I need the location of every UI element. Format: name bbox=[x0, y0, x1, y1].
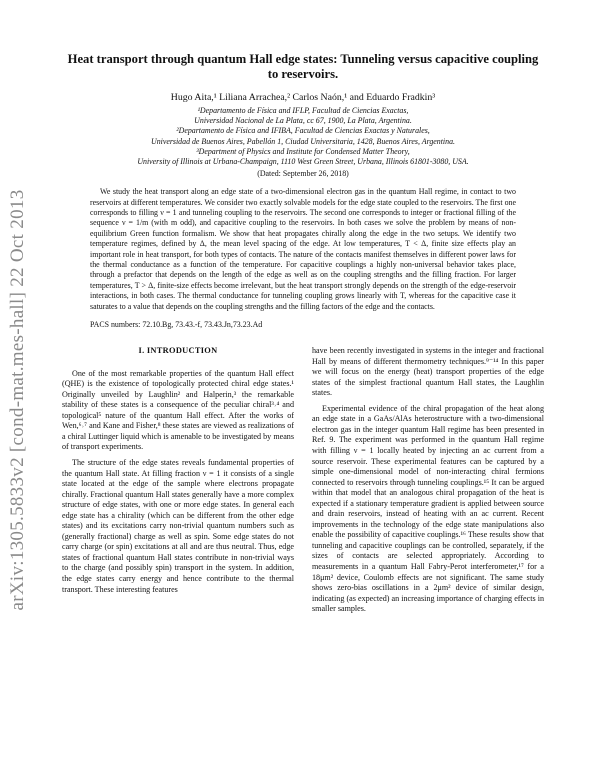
affiliations bbox=[62, 106, 544, 167]
arxiv-id-text: arXiv:1305.5833v2 [cond-mat.mes-hall] 22 Oct 2013 bbox=[7, 189, 28, 611]
affiliation-line: ¹Departamento de Física and IFLP, Facultad de Ciencias Exactas, bbox=[197, 106, 409, 115]
pacs-numbers: PACS numbers: 72.10.Bg, 73.43.-f, 73.43.Jn,73.23.Ad bbox=[90, 320, 263, 330]
date-line: (Dated: September 26, 2018) bbox=[257, 169, 349, 179]
arxiv-identifier-stamp bbox=[6, 160, 30, 640]
section-heading: I. INTRODUCTION bbox=[138, 346, 218, 356]
left-column bbox=[62, 346, 294, 620]
right-column bbox=[312, 346, 544, 620]
body-columns bbox=[62, 346, 544, 620]
author-list: Hugo Aita,¹ Liliana Arrachea,² Carlos Naón,¹ and Eduardo Fradkin³ bbox=[170, 92, 436, 103]
paragraph: have been recently investigated in systems in the integer and fractional Hall by means of different thermometry techniques.⁹⁻¹⁴ In this paper we will focus on the energy (heat) transport properties of the edge states of the simplest fractional quantum Hall states, the Laughlin states. bbox=[312, 346, 544, 398]
paragraph: One of the most remarkable properties of the quantum Hall effect (QHE) is the existence of topologically protected chiral edge states.¹ Originally unveiled by Laughlin² and Halperin,³ the remarkable stability of these states is a consequence of the peculiar chiral³˒⁴ and topological⁵ nature of the quantum Hall effect. After the works of Wen,⁶˒⁷ and Kane and Fisher,⁸ these states are viewed as realizations of a chiral Luttinger liquid which is amenable to be investigated by means of transport experiments. bbox=[62, 368, 294, 452]
affiliation-line: University of Illinois at Urbana-Champaign, 1110 West Green Street, Urbana, Illinois 61801-3080, USA. bbox=[137, 157, 469, 167]
affiliation-line: ³Department of Physics and Institute for Condensed Matter Theory, bbox=[196, 146, 410, 156]
paper-title: Heat transport through quantum Hall edge states: Tunneling versus capacitive coupling to reservoirs. bbox=[67, 52, 539, 81]
paragraph: Experimental evidence of the chiral propagation of the heat along an edge state in a GaAs/AlAs heterostructure with a two-dimensional electron gas in the integer quantum Hall regime has been presented in Ref. 9. The experiment was performed in the quantum Hall regime with filling ν = 1 locally heated by injecting an ac current from a source reservoir. These experimental features can be captured by a simple one-dimensional model of non-interacting chiral fermions connected to reservoirs through tunneling couplings.¹⁵ It can be argued within that model that an analogous chiral propagation of the heat is expected if a stationary temperature gradient is applied between source and drain reservoirs, instead of heating with an ac current. Recent improvements in the technology of the edge state manipulations also enable the possibility of capacitive couplings.¹⁶ These results show that tunneling and capacitive couplings can be controlled, separately, if the sizes of contacts are selected appropriately. According to measurements in a quantum Hall Fabry-Perot interferometer,¹⁷ for a 18μm² device, Coulomb effects are not significant. The same study shows zero-bias oscillations in a 2μm² device of similar design, indicating (as expected) an increasing importance of charging effects in smaller samples. bbox=[312, 403, 544, 614]
affiliation-line: ²Departamento de Física and IFIBA, Facultad de Ciencias Exactas y Naturales, bbox=[176, 126, 430, 136]
affiliation-line: Universidad Nacional de La Plata, cc 67, 1900, La Plata, Argentina. bbox=[194, 116, 412, 126]
affiliation-line: Universidad de Buenos Aires, Pabellón 1, Ciudad Universitaria, 1428, Buenos Aires, Argentina. bbox=[151, 136, 455, 146]
paragraph: The structure of the edge states reveals fundamental properties of the quantum Hall state. At filling fraction ν = 1 it consists of a single state located at the edge of the sample where electrons propagate chirally. Fractional quantum Hall states generally have a more complex structure of edge states, with one or more edge states. In general each edge state has a chirality (which can be different from the other edge states) and its excitations carry non-trivial quantum numbers such as (generally fractional) charge as well as spin. Some edge states do not carry charge (or spin) excitations at all and are thus neutral. Thus, edge states of fractional quantum Hall states contribute in non-trivial ways to the charge (and possibly spin) transport in the system. In addition, the edge states carry energy and hence contribute to the thermal transport. These interesting features bbox=[62, 458, 294, 594]
abstract: We study the heat transport along an edge state of a two-dimensional electron gas in the quantum Hall regime, in contact to two reservoirs at different temperatures. We consider two exactly solvable models for the edge state coupled to the reservoirs. The first one corresponds to filling ν = 1 and tunneling coupling to the reservoirs. The second one corresponds to integer or fractional filling of the sequence ν = 1/m (with m odd), and capacitive coupling to the reservoirs. In both cases we solve the problem by means of non-equilibrium Green function formalism. We show that heat propagates chirally along the edge in the two setups. We identify two temperature regimes, defined by Δ, the mean level spacing of the edge. At low temperatures, T < Δ, finite size effects play an important role in heat transport, for both types of contacts. The nature of the contacts manifest themselves in different power laws for the thermal conductance as a function of the temperature. For capacitive couplings a highly non-universal behavior takes place, through a prefactor that depends on the length of the edge as well as on the coupling strengths and the filling fraction. For larger temperatures, T > Δ, finite-size effects become irrelevant, but the heat transport strongly depends on the strength of the edge-reservoir interactions, in both cases. The thermal conductance for tunneling coupling grows linearly with T, whereas for the capacitive case it saturates to a value that depends on the coupling strengths and the filling factors of the edge and the contacts. bbox=[90, 187, 516, 311]
paper-page bbox=[62, 52, 544, 620]
